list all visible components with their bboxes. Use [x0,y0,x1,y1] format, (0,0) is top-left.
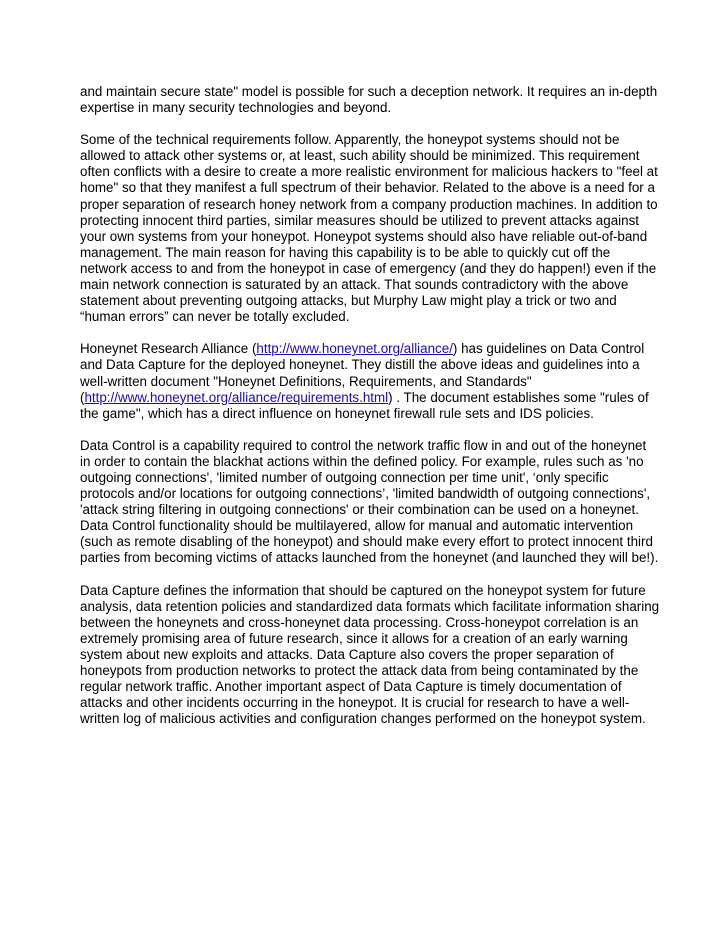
paragraph-data-control: Data Control is a capability required to control the network traffic flow in and out of the honeynet in order to contain the blackhat actions within the defined policy. For example, rules such as 'no outgoing connections', 'limited number of outgoing connection per time unit', ‘only specific protocols and/or locations for outgoing connections’, 'limited bandwidth of outgoing connections', 'attack string filtering in outgoing connections' or their combination can be used on a honeynet. Data Control functionality should be multilayered, allow for manual and automatic intervention (such as remote disabling of the honeypot) and should make every effort to protect innocent third parties from becoming victims of attacks launched from the honeynet (and launched they will be!). [80,437,659,566]
alliance-text-3: ) . The document establishes some "rules of the game", which has a direct influence on honeynet firewall rule sets and IDS policies. [80,389,649,421]
paragraph-honeynet-alliance [80,341,660,421]
alliance-link[interactable]: http://www.honeynet.org/alliance/ [256,341,453,357]
paragraph-intro: and maintain secure state" model is possible for such a deception network. It requires an in-depth expertise in many security technologies and beyond. [80,84,658,116]
paragraph-technical-requirements: Some of the technical requirements follow. Apparently, the honeypot systems should not be allowed to attack other systems or, at least, such ability should be minimized. This requirement often conflicts with a desire to create a more realistic environment for malicious hackers to "feel at home" so that they manifest a full spectrum of their behavior. Related to the above is a need for a proper separation of research honey network from a company production machines. In addition to protecting innocent third parties, similar measures should be utilized to prevent attacks against your own systems from your honeypot. Honeypot systems should also have reliable out-of-band management. The main reason for having this capability is to be able to quickly cut off the network access to and from the honeypot in case of emergency (and they do happen!) even if the main network connection is saturated by an attack. That sounds contradictory with the above statement about preventing outgoing attacks, but Murphy Law might play a trick or two and “human errors” can never be totally excluded. [80,132,658,325]
requirements-link[interactable]: http://www.honeynet.org/alliance/requirements.html [84,389,389,405]
document-page [80,84,660,743]
alliance-text-1: Honeynet Research Alliance ( [80,341,257,357]
alliance-text-2: ) has guidelines on Data Control and Data Capture for the deployed honeynet. They distill the above ideas and guidelines into a well-written document "Honeynet Definitions, Requirements, and Standards" ( [80,341,645,405]
paragraph-data-capture: Data Capture defines the information that should be captured on the honeypot system for future analysis, data retention policies and standardized data formats which facilitate information sharing between the honeynets and cross-honeynet data processing. Cross-honeypot correlation is an extremely promising area of future research, since it allows for a creation of an early warning system about new exploits and attacks. Data Capture also covers the proper separation of honeypots from production networks to protect the attack data from being contaminated by the regular network traffic. Another important aspect of Data Capture is timely documentation of attacks and other incidents occurring in the honeypot. It is crucial for research to have a well-written log of malicious activities and configuration changes performed on the honeypot system. [80,582,660,727]
